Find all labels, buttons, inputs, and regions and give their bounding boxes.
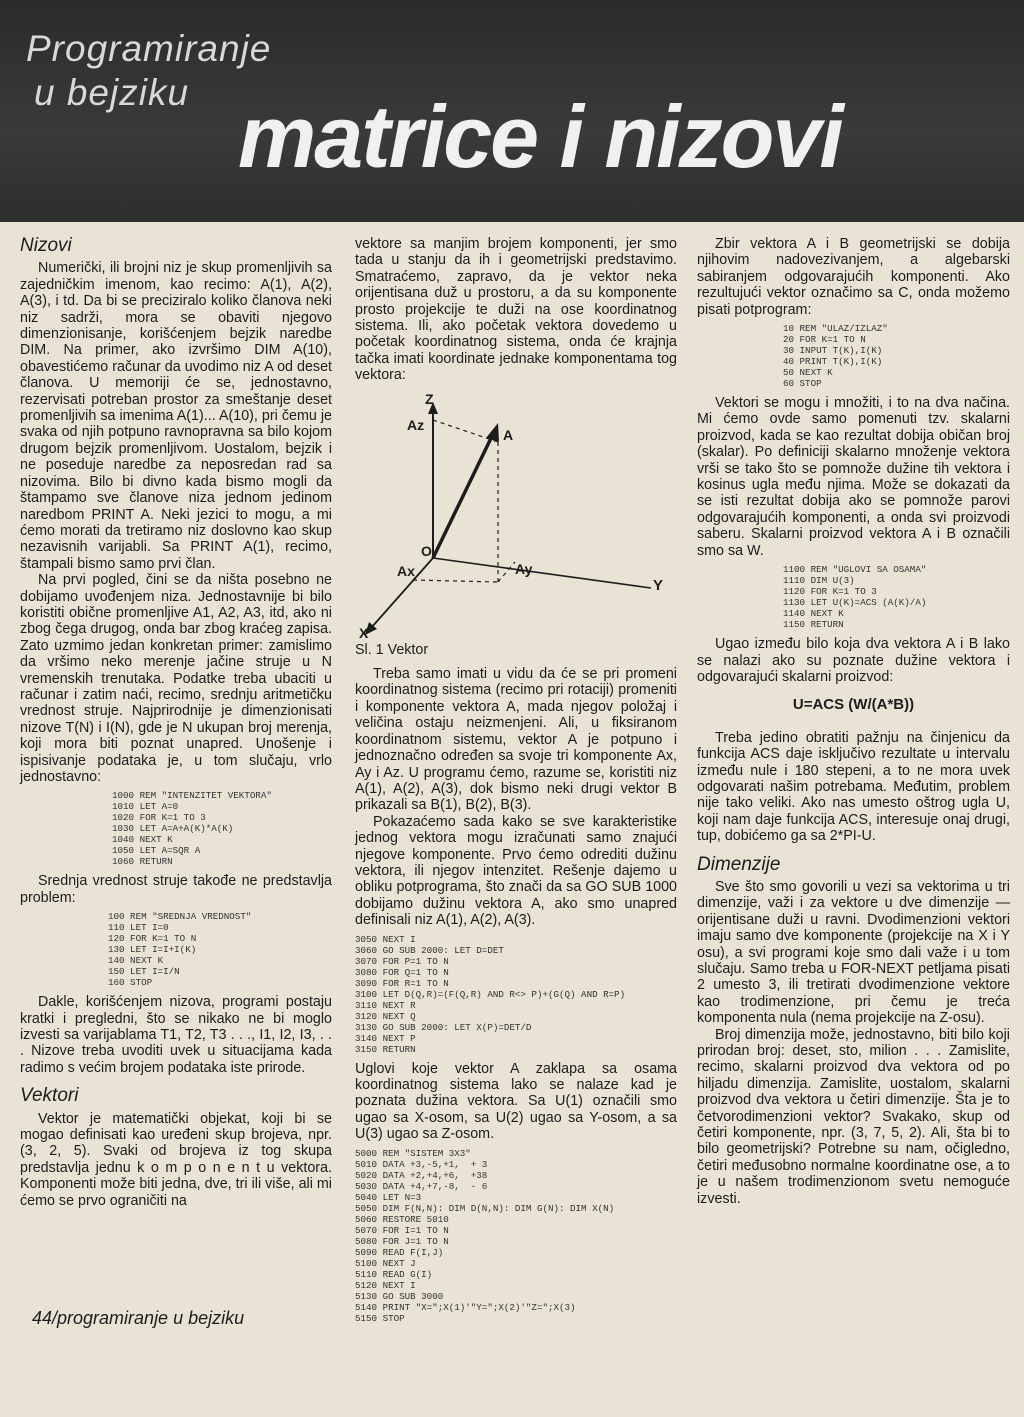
projection-ay-line bbox=[498, 562, 515, 582]
vector-diagram bbox=[355, 390, 677, 640]
code-listing-3050: 3050 NEXT I 3060 GO SUB 2000: LET D=DET 3070 FOR P=1 TO N 3080 FOR Q=1 TO N 3090 FOR R=1 TO N 3100 LET D(Q,R)=(F(Q,R) AND R<> P)+(G(Q) AND R=P) 3110 NEXT R 3120 NEXT Q 3130 GO SUB 2000: LET X(P)=DET/D 3140 NEXT P 3150 RETURN bbox=[355, 933, 626, 1055]
paragraph: Broj dimenzija može, jednostavno, biti bilo koji prirodan broj: deset, sto, milion . . . Zamislite, recimo, skalarni proizvod dva vektora od po hiljadu dimenzija. Zamislite, uostalom, skalarni proizvod dva vektora u četiri dimenzije. Šta je to četvorodimenzioni vektor? Svakako, skup od četiri komponente, npr. (3, 7, 5, 2). Ali, šta bi to bilo geometrijski? Potrebne su nam, očigledno, četiri međusobno normalne koordinatne ose, a to je u našem trodimenzionom svetu nemoguće izvesti. bbox=[697, 1026, 1010, 1207]
section-heading-dimenzije: Dimenzije bbox=[697, 853, 781, 875]
code-listing-uglovi: 1100 REM "UGLOVI SA OSAMA" 1110 DIM U(3) 1120 FOR K=1 TO 3 1130 LET U(K)=ACS (A(K)/A) 1140 NEXT K 1150 RETURN bbox=[783, 564, 927, 631]
label-x: X bbox=[359, 624, 369, 640]
label-ax: Ax bbox=[397, 562, 415, 579]
paragraph: Uglovi koje vektor A zaklapa sa osama koordinatnog sistema lako se nalaze kad je poznata dužina vektora. Sa U(1) označili smo ugao sa X-osom, sa U(2) ugao sa Y-osom, a sa U(3) ugao sa Z-osom. bbox=[355, 1060, 677, 1143]
paragraph: Dakle, korišćenjem nizova, programi postaju kratki i pregledni, što se nikako ne bi moglo izvesti sa varijablama T1, T2, T3 . . ., I1, I2, I3, . . . Nizove treba uvoditi uvek u situacijama kada radimo s većim brojem podataka iste prirode. bbox=[20, 994, 332, 1076]
paragraph: Zbir vektora A i B geometrijski se dobija njihovim nadovezivanjem, a algebarski sabiranjem odgovarajućih komponenti. Ako rezultujući vektor označimo sa C, onda možemo pisati potprogram: bbox=[697, 236, 1010, 318]
title-banner bbox=[0, 0, 1024, 222]
projection-ax-line bbox=[413, 580, 498, 582]
section-heading-vektori: Vektori bbox=[20, 1085, 79, 1107]
formula: U=ACS (W/(A*B)) bbox=[792, 696, 915, 714]
label-y: Y bbox=[653, 576, 664, 594]
paragraph: Srednja vrednost struje takođe ne predstavlja problem: bbox=[20, 873, 332, 906]
paragraph: Vektori se mogu i množiti, i to na dva načina. Mi ćemo ovde samo pomenuti tzv. skalarni proizvod, kada se kao rezultat dobija običan broj (skalar). Po definiciji skalarno množenje vektora vrši se tako što se pomnože dužine tih vektora i kosinus ugla među njima. Može se dokazati da se isti rezultat dobija ako se pomnože parovi odgovarajućih komponenti, a onda svi proizvodi saberu. Skalarni proizvod vektora A i B označili smo sa W. bbox=[697, 395, 1010, 559]
paragraph: vektore sa manjim brojem komponenti, jer smo tada u stanju da ih i geometrijski predstavimo. Smatraćemo, zapravo, da je vektor neka orijentisana duž u prostoru, a da su komponente prosto projekcije te duži na ose koordinatnog sistema. Ili, ako početak vektora dovedemo u početak koordinatnog sistema, onda će krajnja tačka imati koordinate jednake komponentama tog vektora: bbox=[355, 236, 677, 384]
label-a: A bbox=[503, 426, 514, 443]
projection-az bbox=[433, 420, 498, 442]
section-heading-nizovi: Nizovi bbox=[20, 235, 72, 256]
figure-caption: Sl. 1 Vektor bbox=[355, 641, 429, 658]
column-1 bbox=[20, 236, 332, 1209]
label-az: Az bbox=[407, 416, 425, 433]
code-listing-ulaz-izlaz: 10 REM "ULAZ/IZLAZ" 20 FOR K=1 TO N 30 INPUT T(K),I(K) 40 PRINT T(K),I(K) 50 NEXT K 60 STOP bbox=[783, 323, 888, 390]
paragraph: Treba samo imati u vidu da će se pri promeni koordinatnog sistema (recimo pri rotaciji) promeniti i komponente vektora A, mada njegov položaj i veličina ostaju neizmenjeni. Ali, u fiksiranom koordinatnom sistemu, vektor A je potpuno i jednoznačno određen sa svoje tri komponente Ax, Ay i Az. U programu ćemo, razume se, koristiti niz A(1), A(2), A(3), dok bismo neki drugi vektor B prikazali sa B(1), B(2), B(3). bbox=[355, 666, 677, 814]
label-ay: Ay bbox=[515, 560, 533, 577]
code-listing-srednja: 100 REM "SREDNJA VREDNOST" 110 LET I=0 120 FOR K=1 TO N 130 LET I=I+I(K) 140 NEXT K 150 LET I=I/N 160 STOP bbox=[108, 911, 252, 989]
column-3 bbox=[697, 236, 1010, 1207]
series-title-line1: Programiranje bbox=[26, 28, 272, 69]
article-title: matrice i nizovi bbox=[238, 87, 842, 186]
paragraph: Ugao između bilo koja dva vektora A i B lako se nalazi ako su poznate dužine vektora i odgovarajući skalarni proizvod: bbox=[697, 636, 1010, 685]
paragraph: Numerički, ili brojni niz je skup promenljivih sa zajedničkim imenom, kao recimo: A(1), A(2), A(3), i td. Da bi se preciziralo koliko članova neki niz sadrži, mora se obaviti njegovo dimenzionisanje, korišćenjem bejzik naredbe DIM. Na primer, ako izvršimo DIM A(10), obavestićemo računar da uvodimo niz A od deset članova. U memoriji će se, jednostavno, rezervisati potreban prostor za smeštanje deset promenljivih sa imenima A(1)... A(10), pri čemu je svaka od njih potpuno ravnopravna sa bilo kojom drugom bejzik promenljivom. Uostalom, bejzik i ne poseduje naredbe za neposredan rad sa nizovima. Bilo bi divno kada bismo mogli da štampamo sve članove niza jednom jedinom naredbom PRINT A. Neki jezici to mogu, a mi ćemo morati da tretiramo niz doslovno kao skup nezavisnih varijabli. Sa PRINT A(1), recimo, štampali bismo samo prvi član. bbox=[20, 260, 332, 572]
vector-a bbox=[433, 432, 494, 558]
label-origin: O bbox=[421, 542, 432, 559]
page-footer: 44/programiranje u bejziku bbox=[32, 1308, 245, 1328]
series-title-line2: u bejziku bbox=[34, 72, 190, 113]
paragraph: Vektor je matematički objekat, koji bi se mogao definisati kao uređeni skup brojeva, npr. (3, 2, 5). Svaki od brojeva iz tog skupa predstavlja jednu k o m p o n e n t u vektora. Komponenti može biti jedna, dve, tri ili više, ali mi ćemo se prvo ograničiti na bbox=[20, 1110, 332, 1209]
paragraph: Sve što smo govorili u vezi sa vektorima u tri dimenzije, važi i za vektore u dve dimenzije — orijentisane duži u ravni. Dvodimenzioni vektori imaju samo dve komponente (projekcije na X i Y osu), a svi programi koje smo dali važe i u tom slučaju. Samo treba u FOR-NEXT petljama pisati 2 umesto 3, ili tretirati dvodimenzione vektore kao trodimenzione, pri čemu je treća komponenta nula (nema projekcije na Z-osu). bbox=[697, 878, 1010, 1027]
code-listing-intenzitet: 1000 REM "INTENZITET VEKTORA" 1010 LET A=0 1020 FOR K=1 TO 3 1030 LET A=A+A(K)*A(K) 1040 NEXT K 1050 LET A=SQR A 1060 RETURN bbox=[112, 790, 272, 868]
code-listing-sistem: 5000 REM "SISTEM 3X3" 5010 DATA +3,-5,+1, + 3 5020 DATA +2,+4,+6, +38 5030 DATA +4,+7,-8, - 6 5040 LET N=3 5050 DIM F(N,N): DIM D(N,N): DIM G(N): DIM X(N) 5060 RESTORE 5010 5070 FOR I=1 TO N 5080 FOR J=1 TO N 5090 READ F(I,J) 5100 NEXT J 5110 READ G(I) 5120 NEXT I 5130 GO SUB 3000 5140 PRINT "X=";X(1)'"Y=";X(2)'"Z=";X(3) 5150 STOP bbox=[355, 1147, 615, 1324]
label-z: Z bbox=[425, 390, 434, 407]
column-2 bbox=[355, 236, 677, 1330]
paragraph: Treba jedino obratiti pažnju na činjenicu da funkcija ACS daje isključivo rezultate u intervalu između nule i 180 stepeni, a to ne mora uvek odgovarati našim potrebama. Međutim, problem nije tako veliki. Ako nas umesto oštrog ugla U, koji nam daje funkcija ACS, interesuje onaj drugi, tup, dobićemo ga sa 2*PI-U. bbox=[697, 729, 1010, 845]
paragraph: Pokazaćemo sada kako se sve karakteristike jednog vektora mogu izračunati samo znajući njegove komponente. Prvo ćemo odrediti dužinu vektora, ili njegov intenzitet. Rešenje dajemo u obliku potprograma, što znači da sa GO SUB 1000 dobijamo dužinu vektora A, ako smo unapred definisali niz A(1), A(2), A(3). bbox=[355, 813, 677, 929]
y-axis bbox=[433, 558, 651, 588]
paragraph: Na prvi pogled, čini se da ništa posebno ne dobijamo uvođenjem niza. Jednostavnije bi bilo koristiti obične promenljive A1, A2, A3, itd, ako ni zbog čega drugog, onda bar zbog kraćeg zapisa. Zato uzmimo jedan konkretan primer: zamislimo da vršimo neko merenje jačine struje u N vremenskih trenutaka. Podatke treba ubaciti u računar i zatim naći, recimo, srednju aritmetičku vrednost struje. Najprirodnije je dimenzionisati nizove T(N) i I(N), gde je N ukupan broj merenja, koji mora biti poznat unapred. Unošenje i ispisivanje podataka je, u tom slučaju, vrlo jednostavno: bbox=[20, 572, 332, 785]
